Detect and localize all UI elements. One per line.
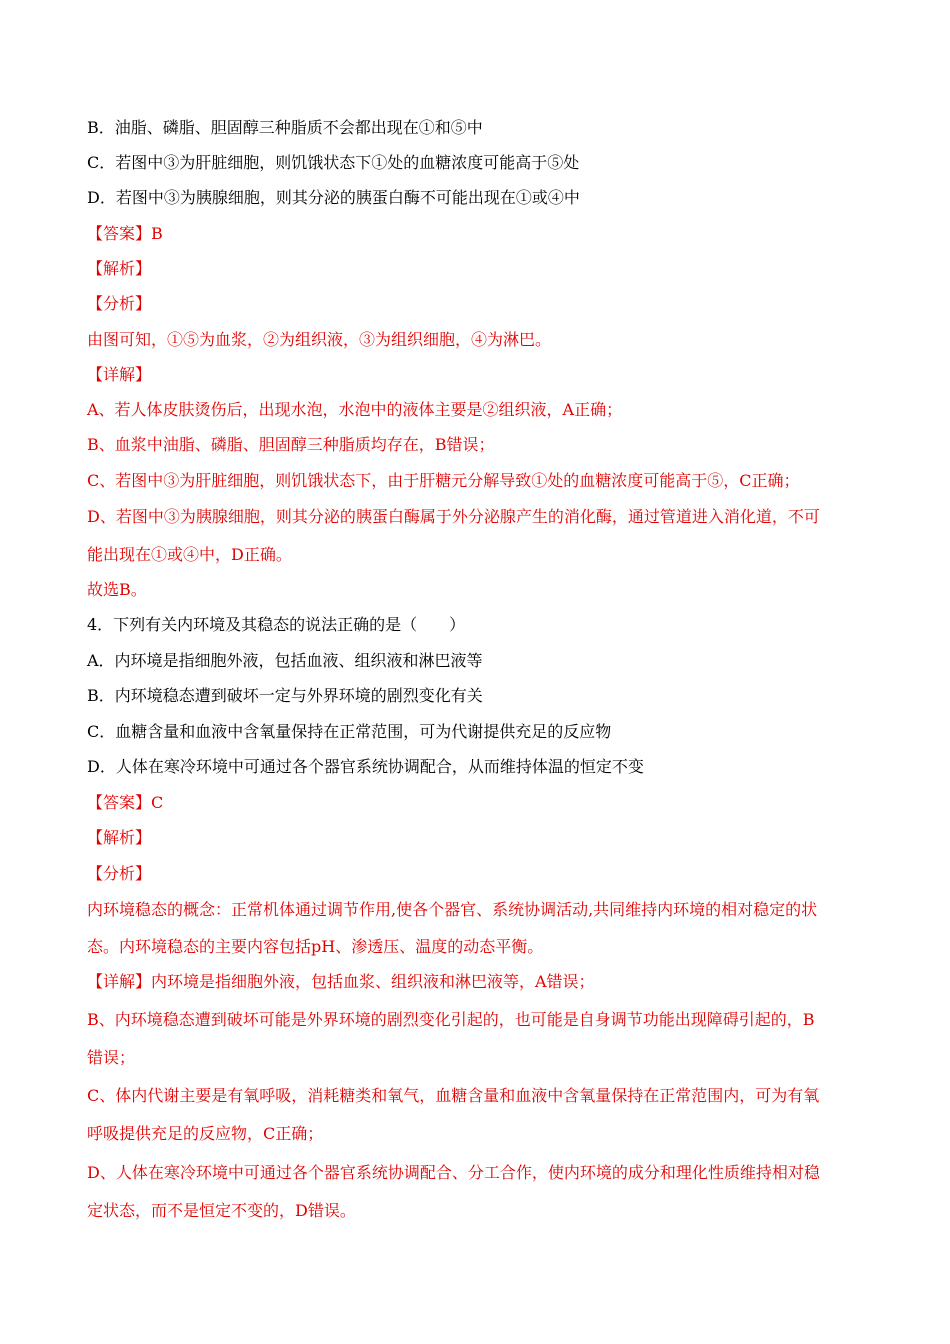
q4-detail-d-line1: D、人体在寒冷环境中可通过各个器官系统协调配合、分工合作，使内环境的成分和理化性质维持相对稳	[87, 1163, 820, 1182]
q4-stem: 4．下列有关内环境及其稳态的说法正确的是（ ）	[87, 615, 466, 634]
q4-jiexi-label: 【解析】	[87, 828, 152, 847]
q3-detail-a: A、若人体皮肤烫伤后，出现水泡，水泡中的液体主要是②组织液，A正确；	[87, 400, 623, 419]
q3-answer: 【答案】B	[87, 224, 163, 243]
q4-detail-c-line1: C、体内代谢主要是有氧呼吸，消耗糖类和氧气，血糖含量和血液中含氧量保持在正常范围内，可为有氧	[87, 1086, 820, 1105]
q3-option-b: B．油脂、磷脂、胆固醇三种脂质不会都出现在①和⑤中	[87, 118, 483, 137]
q3-option-d: D．若图中③为胰腺细胞，则其分泌的胰蛋白酶不可能出现在①或④中	[87, 188, 580, 207]
q4-fenxi-text-line2: 态。内环境稳态的主要内容包括pH、渗透压、温度的动态平衡。	[87, 937, 544, 956]
q4-xiangjie-a: 【详解】内环境是指细胞外液，包括血浆、组织液和淋巴液等，A错误；	[87, 972, 595, 991]
q3-detail-c: C、若图中③为肝脏细胞，则饥饿状态下，由于肝糖元分解导致①处的血糖浓度可能高于⑤，C正确；	[87, 471, 800, 490]
q3-fenxi-label: 【分析】	[87, 294, 152, 313]
q4-option-a: A．内环境是指细胞外液，包括血液、组织液和淋巴液等	[87, 651, 483, 670]
q4-detail-b-line2: 错误；	[87, 1048, 136, 1067]
q3-option-c: C．若图中③为肝脏细胞，则饥饿状态下①处的血糖浓度可能高于⑤处	[87, 153, 580, 172]
q3-fenxi-text: 由图可知，①⑤为血浆，②为组织液，③为组织细胞，④为淋巴。	[87, 330, 552, 349]
q3-jiexi-label: 【解析】	[87, 259, 152, 278]
q4-option-b: B．内环境稳态遭到破坏一定与外界环境的剧烈变化有关	[87, 686, 483, 705]
q4-option-c: C．血糖含量和血液中含氧量保持在正常范围，可为代谢提供充足的反应物	[87, 722, 612, 741]
q3-detail-b: B、血浆中油脂、磷脂、胆固醇三种脂质均存在，B错误；	[87, 435, 495, 454]
q4-answer: 【答案】C	[87, 793, 164, 812]
q4-fenxi-text-line1: 内环境稳态的概念：正常机体通过调节作用,使各个器官、系统协调活动,共同维持内环境的相对稳定的状	[87, 900, 818, 919]
q3-detail-d-line2: 能出现在①或④中，D正确。	[87, 545, 292, 564]
q4-detail-d-line2: 定状态，而不是恒定不变的，D错误。	[87, 1201, 356, 1220]
q4-option-d: D．人体在寒冷环境中可通过各个器官系统协调配合，从而维持体温的恒定不变	[87, 757, 644, 776]
q3-xiangjie-label: 【详解】	[87, 365, 152, 384]
q3-detail-d-line1: D、若图中③为胰腺细胞，则其分泌的胰蛋白酶属于外分泌腺产生的消化酶，通过管道进入消化道，不可	[87, 507, 820, 526]
q4-detail-b-line1: B、内环境稳态遭到破坏可能是外界环境的剧烈变化引起的，也可能是自身调节功能出现障碍引起的，B	[87, 1010, 815, 1029]
q3-conclusion: 故选B。	[87, 580, 147, 599]
q4-detail-c-line2: 呼吸提供充足的反应物，C正确；	[87, 1124, 324, 1143]
q4-fenxi-label: 【分析】	[87, 864, 152, 883]
